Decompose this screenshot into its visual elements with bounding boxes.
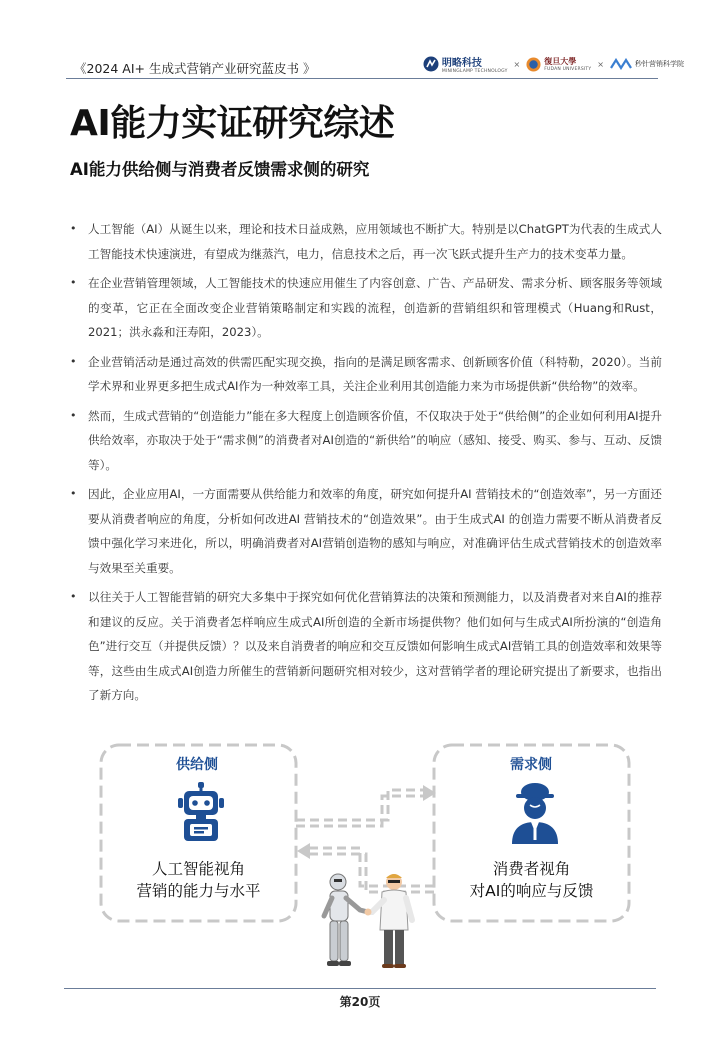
demand-side-label: 需求侧 bbox=[510, 757, 552, 773]
robot-icon bbox=[176, 782, 226, 844]
supply-side-caption bbox=[101, 858, 296, 902]
bullet-dot: • bbox=[70, 487, 77, 500]
supply-demand-diagram bbox=[98, 742, 638, 982]
page-subtitle: AI能力供给侧与消费者反馈需求侧的研究 bbox=[70, 160, 370, 179]
supply-side-label: 供给侧 bbox=[176, 757, 218, 773]
bullet-item bbox=[70, 217, 662, 266]
footer-divider bbox=[64, 988, 656, 989]
bullet-text: 人工智能（AI）从诞生以来，理论和技术日益成熟，应用领域也不断扩大。特别是以ChatGPT为代表的生成式人工智能技术快速演进，有望成为继蒸汽，电力，信息技术之后，再一次飞跃式提升生产力的技术变革力量。 bbox=[88, 222, 662, 261]
bullet-text: 以往关于人工智能营销的研究大多集中于探究如何优化营销算法的决策和预测能力，以及消费者对来自AI的推荐和建议的反应。关于消费者怎样响应生成式AI所创造的全新市场提供物？他们如何与生成式AI所扮演的“创造角色”进行交互（并提供反馈）？以及来自消费者的响应和交互反馈如何影响生成式AI营销工具的创造效率和效果等等，这些由生成式AI创造力所催生的营销新问题研究相对较少，这对营销学者的理论研究提出了新要求，也指出了新方向。 bbox=[88, 590, 662, 702]
supply-caption-line2: 营销的能力与水平 bbox=[136, 882, 261, 900]
bullet-dot: • bbox=[70, 276, 77, 289]
supply-caption-line1: 人工智能视角 bbox=[151, 860, 245, 878]
bullet-dot: • bbox=[70, 590, 77, 603]
bullet-item bbox=[70, 350, 662, 399]
page-number: 第20页 bbox=[339, 995, 381, 1009]
logo-separator: × bbox=[513, 59, 521, 69]
demand-caption-line1: 消费者视角 bbox=[492, 860, 571, 878]
bullet-item bbox=[70, 585, 662, 708]
logo-miaozhen bbox=[610, 58, 684, 70]
bullet-text: 企业营销活动是通过高效的供需匹配实现交换，指向的是满足顾客需求、创新顾客价值（科特勒，2020）。当前学术界和业界更多把生成式AI作为一种效率工具，关注企业利用其创造能力来为市场提供新“供给物”的效率。 bbox=[88, 354, 662, 393]
bullet-dot: • bbox=[70, 222, 77, 235]
bullet-dot: • bbox=[70, 354, 77, 368]
logo-fudan-name: 復旦大學 bbox=[544, 57, 577, 66]
fudan-seal-icon bbox=[526, 57, 541, 72]
header-divider bbox=[66, 78, 658, 79]
mininglamp-logo-icon bbox=[423, 56, 439, 72]
logo-mininglamp-name: 明略科技 bbox=[441, 58, 482, 69]
miaozhen-logo-icon bbox=[610, 58, 632, 70]
logo-separator: × bbox=[597, 59, 604, 69]
bullet-item bbox=[70, 271, 662, 345]
bullet-text: 因此，企业应用AI，一方面需要从供给能力和效率的角度，研究如何提升AI 营销技术的“创造效率”，另一方面还要从消费者响应的角度，分析如何改进AI 营销技术的“创造效果”。由于生成式AI 的创造力需要不断从消费者反馈中强化学习来进化，所以，明确消费者对AI营销创造物的感知与响应，对准确评估生成式营销技术的创造效率与效果至关重要。 bbox=[88, 487, 662, 575]
logo-mininglamp bbox=[423, 54, 508, 74]
bullet-list bbox=[70, 217, 662, 713]
demand-caption-line2: 对AI的响应与反馈 bbox=[469, 882, 594, 900]
bullet-text: 然而，生成式营销的“创造能力”能在多大程度上创造顾客价值，不仅取决于处于“供给侧”的企业如何利用AI提升供给效率，亦取决于处于“需求侧”的消费者对AI创造的“新供给”的响应（感知、接受、购买、参与、互动、反馈等）。 bbox=[88, 408, 662, 472]
logo-mininglamp-sub: MININGLAMP TECHNOLOGY bbox=[441, 69, 508, 74]
robot-human-handshake-illustration bbox=[308, 872, 428, 980]
bullet-item bbox=[70, 404, 662, 478]
bullet-dot: • bbox=[70, 408, 77, 422]
feedback-arrow-right bbox=[296, 785, 436, 826]
bullet-item bbox=[70, 482, 662, 580]
consumer-icon bbox=[509, 782, 561, 844]
page-title: AI能力实证研究综述 bbox=[70, 103, 395, 144]
report-title: 《2024 AI+ 生成式营销产业研究蓝皮书 》 bbox=[74, 61, 316, 76]
bullet-text: 在企业营销管理领域，人工智能技术的快速应用催生了内容创意、广告、产品研发、需求分析、顾客服务等领域的变革，它正在全面改变企业营销策略制定和实践的流程，创造新的营销组织和管理模式（Huang和Rust，2021；洪永淼和汪寿阳，2023）。 bbox=[88, 276, 662, 339]
demand-side-caption bbox=[434, 858, 629, 902]
partner-logos bbox=[423, 54, 684, 74]
logo-fudan-sub: FUDAN UNIVERSITY bbox=[544, 67, 592, 72]
logo-miaozhen-name: 秒针营销科学院 bbox=[635, 60, 684, 68]
logo-fudan bbox=[526, 56, 591, 72]
